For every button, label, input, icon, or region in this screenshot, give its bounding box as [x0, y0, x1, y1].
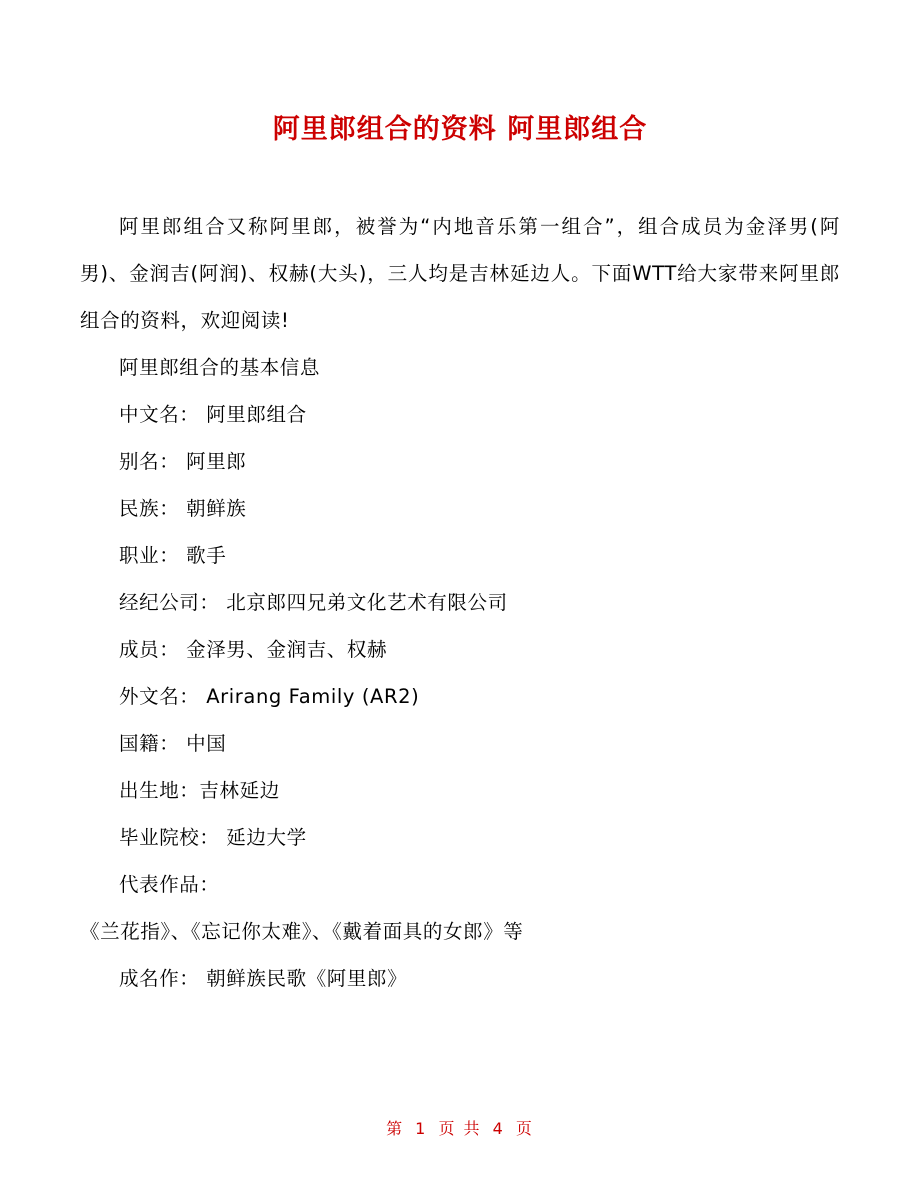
footer-current-page: 1	[415, 1119, 428, 1138]
debut-work-line: 成名作： 朝鲜族民歌《阿里郎》	[119, 967, 408, 991]
representative-works-list: 《兰花指》、《忘记你太难》、《戴着面具的女郎》等	[80, 920, 524, 944]
info-line-occupation: 职业： 歌手	[119, 544, 227, 568]
document-body	[80, 203, 840, 1002]
info-line-birthplace: 出生地：吉林延边	[119, 779, 280, 803]
footer-total-pages: 4	[492, 1119, 505, 1138]
info-line-school: 毕业院校： 延边大学	[119, 826, 307, 850]
section-heading: 阿里郎组合的基本信息	[119, 356, 321, 380]
info-line-members: 成员： 金泽男、金润吉、权赫	[119, 638, 388, 662]
footer-prefix: 第	[386, 1119, 405, 1138]
info-line-agency: 经纪公司： 北京郎四兄弟文化艺术有限公司	[119, 591, 508, 615]
info-line-nationality: 国籍： 中国	[119, 732, 227, 756]
info-line-foreign-name: 外文名： Arirang Family (AR2)	[119, 685, 420, 709]
lead-paragraph: 阿里郎组合又称阿里郎，被誉为“内地音乐第一组合”，组合成员为金泽男(阿男)、金润吉(阿润)、权赫(大头)，三人均是吉林延边人。下面WTT给大家带来阿里郎组合的资料，欢迎阅读!	[80, 215, 840, 333]
page-footer	[0, 1116, 920, 1139]
info-line-ethnicity: 民族： 朝鲜族	[119, 497, 247, 521]
info-line-chinese-name: 中文名： 阿里郎组合	[119, 403, 307, 427]
footer-suffix: 页	[515, 1119, 534, 1138]
footer-middle: 页 共	[438, 1119, 482, 1138]
info-line-alias: 别名： 阿里郎	[119, 450, 247, 474]
page-title: 阿里郎组合的资料 阿里郎组合	[272, 114, 648, 145]
info-line-representative-works-label: 代表作品：	[119, 873, 220, 897]
